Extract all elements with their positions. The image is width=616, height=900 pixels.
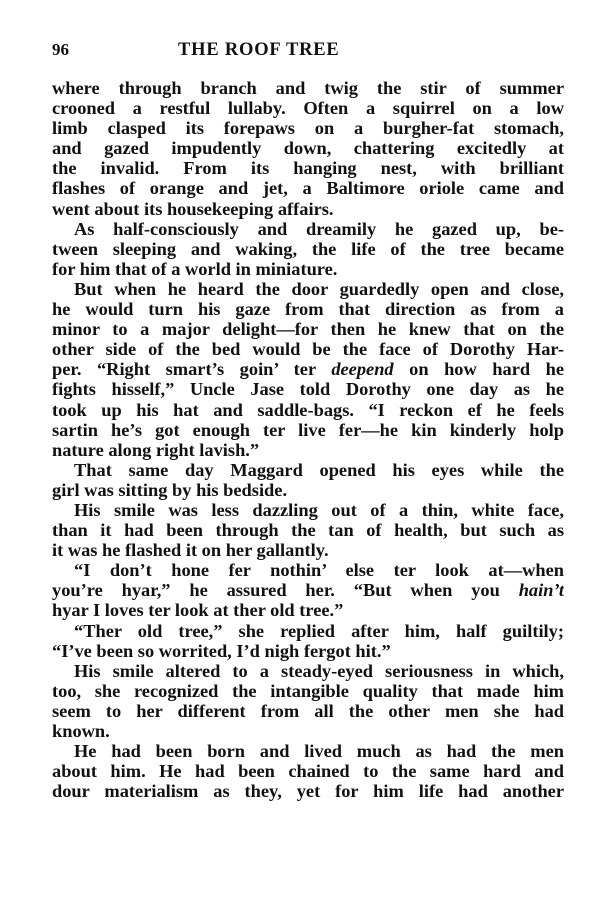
text-line: sartin he’s got enough ter live fer—he kin kinderly holp [52,419,564,440]
text-line: for him that of a world in miniature. [52,258,338,279]
text-line: than it had been through the tan of health, but such as [52,520,564,541]
text-line: limb clasped its forepaws on a burgher-fat stomach, [52,118,564,139]
text-line: hyar I loves ter look at ther old tree.” [52,600,344,621]
text-segment: you’re hyar,” he assured her. “But when you [52,580,519,601]
text-line: That same day Maggard opened his eyes while the [74,459,564,480]
italic-word: deepend [331,359,394,380]
page-number: 96 [52,40,69,59]
text-line: too, she recognized the intangible quality that made him [52,680,564,701]
text-line: and gazed impudently down, chattering excitedly at [52,138,564,159]
text-line: other side of the bed would be the face of Dorothy Har- [52,339,564,360]
text-segment: on how hard he [393,359,564,380]
body-text [52,78,564,801]
text-line [52,580,564,600]
text-line: went about its housekeeping affairs. [52,198,334,219]
text-line: He had been born and lived much as had the men [74,741,564,762]
text-line: where through branch and twig the stir of summer [52,78,564,98]
text-line: “I’ve been so worrited, I’d nigh fergot hit.” [52,640,391,661]
text-line: dour materialism as they, yet for him life had another [52,781,564,802]
text-line: tween sleeping and waking, the life of the tree became [52,238,564,259]
text-line: As half-consciously and dreamily he gazed up, be- [74,218,564,239]
text-line: minor to a major delight—for then he knew that on the [52,319,564,340]
text-line: But when he heard the door guardedly open and close, [74,278,564,299]
text-line: about him. He had been chained to the same hard and [52,761,564,782]
text-line: “I don’t hone fer nothin’ else ter look at—when [74,560,564,581]
running-title: THE ROOF TREE [178,40,340,60]
text-line: crooned a restful lullaby. Often a squirrel on a low [52,98,564,119]
text-line: His smile altered to a steady-eyed seriousness in which, [74,660,564,681]
text-line: “Ther old tree,” she replied after him, half guiltily; [74,620,564,641]
text-line: girl was sitting by his bedside. [52,479,288,500]
text-line: the invalid. From its hanging nest, with brilliant [52,158,564,179]
text-line: he would turn his gaze from that direction as from a [52,299,564,320]
text-line: known. [52,721,110,741]
text-line [52,359,564,379]
text-line: took up his hat and saddle-bags. “I reckon ef he feels [52,399,564,420]
italic-word: hain’t [518,580,564,601]
text-line: it was he flashed it on her gallantly. [52,540,329,561]
text-line: His smile was less dazzling out of a thin, white face, [74,499,564,520]
text-line: nature along right lavish.” [52,439,260,460]
text-line: seem to her different from all the other men she had [52,700,564,721]
text-line: fights hisself,” Uncle Jase told Dorothy one day as he [52,379,564,400]
text-segment: per. “Right smart’s goin’ ter [52,359,332,380]
running-header [52,40,564,62]
book-page [52,40,564,801]
text-line: flashes of orange and jet, a Baltimore oriole came and [52,178,564,199]
